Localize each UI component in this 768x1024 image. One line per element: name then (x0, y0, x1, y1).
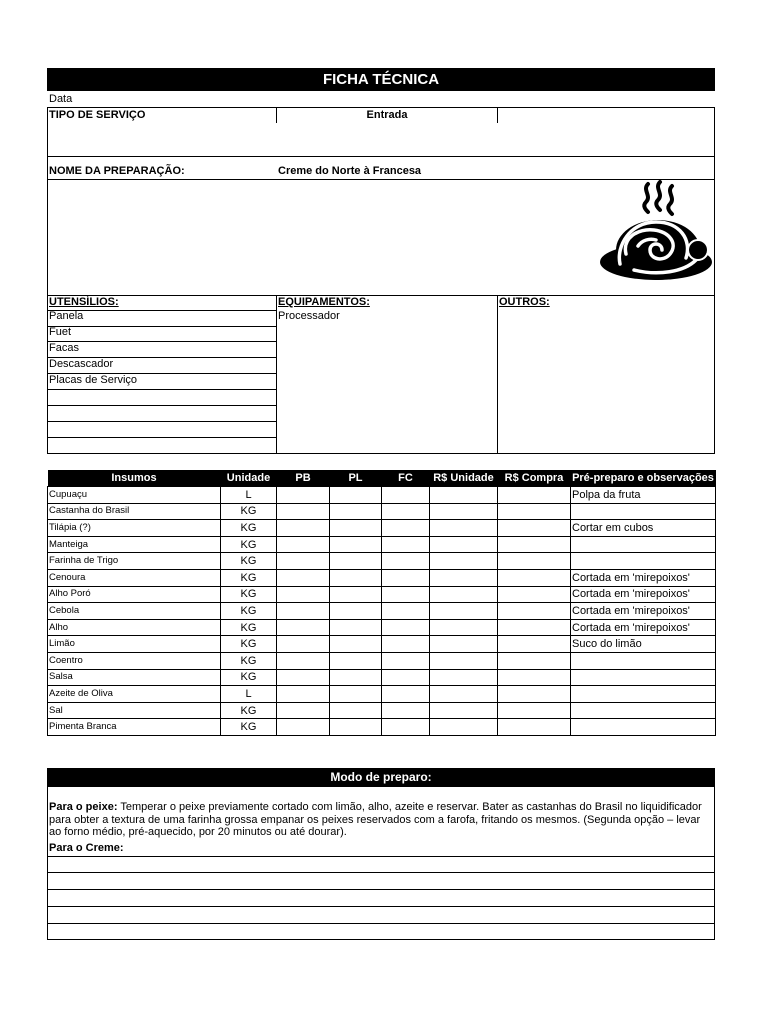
pb-cell (277, 619, 330, 636)
purchase-price-cell (498, 553, 571, 570)
purchase-price-cell (498, 686, 571, 703)
pl-cell (330, 520, 382, 537)
column-header: Insumos (48, 470, 221, 487)
method-title: Modo de preparo: (47, 768, 715, 786)
ingredient-name: Tilápia (?) (48, 520, 221, 537)
ingredient-observation (571, 669, 716, 686)
pl-cell (330, 619, 382, 636)
fc-cell (382, 487, 430, 504)
unit-price-cell (430, 636, 498, 653)
service-type-value: Entrada (366, 109, 408, 121)
column-header: FC (382, 470, 430, 487)
tools-section (47, 295, 715, 454)
unit-price-cell (430, 652, 498, 669)
ingredient-observation: Cortada em 'mirepoixos' (571, 569, 716, 586)
preparation-label: NOME DA PREPARAÇÃO: (49, 165, 185, 177)
unit-price-cell (430, 669, 498, 686)
divider (47, 906, 715, 907)
pb-cell (277, 636, 330, 653)
pb-cell (277, 536, 330, 553)
purchase-price-cell (498, 503, 571, 520)
fc-cell (382, 652, 430, 669)
table-row (48, 586, 716, 603)
table-row (48, 553, 716, 570)
purchase-price-cell (498, 702, 571, 719)
pb-cell (277, 520, 330, 537)
pl-cell (330, 652, 382, 669)
ingredient-unit: L (221, 487, 277, 504)
ingredient-name: Cenoura (48, 569, 221, 586)
column-header: R$ Unidade (430, 470, 498, 487)
column-header: R$ Compra (498, 470, 571, 487)
ingredient-unit: KG (221, 536, 277, 553)
table-row (48, 636, 716, 653)
purchase-price-cell (498, 669, 571, 686)
pl-cell (330, 702, 382, 719)
ingredient-name: Alho Poró (48, 586, 221, 603)
table-row (48, 652, 716, 669)
fc-cell (382, 702, 430, 719)
fc-cell (382, 686, 430, 703)
table-row (48, 569, 716, 586)
purchase-price-cell (498, 487, 571, 504)
unit-price-cell (430, 487, 498, 504)
purchase-price-cell (498, 569, 571, 586)
ingredient-observation (571, 686, 716, 703)
ingredient-name: Azeite de Oliva (48, 686, 221, 703)
pl-cell (330, 669, 382, 686)
date-label: Data (49, 93, 73, 105)
method-fish-paragraph (49, 801, 713, 839)
fc-cell (382, 636, 430, 653)
pb-cell (277, 669, 330, 686)
method-fish-text: Temperar o peixe previamente cortado com limão, alho, azeite e reservar. Bater as castanhas do Brasil no liquidificador para obter a textura de uma farinha grossa empanar os peixes reservados com a farofa, fritando os mesmos. (Segunda opção – levar ao forno médio, pré-aquecido, por 20 minutos ou até dourar). (49, 801, 702, 838)
fc-cell (382, 553, 430, 570)
utensil-item: Panela (49, 310, 84, 322)
equipment-item: Processador (278, 310, 340, 322)
utensil-item: Placas de Serviço (49, 374, 138, 386)
fc-cell (382, 569, 430, 586)
pb-cell (277, 603, 330, 620)
purchase-price-cell (498, 636, 571, 653)
ingredient-observation (571, 652, 716, 669)
unit-price-cell (430, 686, 498, 703)
unit-price-cell (430, 569, 498, 586)
divider (47, 389, 277, 390)
pl-cell (330, 586, 382, 603)
equipment-label: EQUIPAMENTOS: (278, 296, 370, 308)
divider (47, 341, 277, 342)
table-row (48, 603, 716, 620)
ingredient-unit: KG (221, 702, 277, 719)
pl-cell (330, 536, 382, 553)
hot-dish-icon (598, 180, 716, 284)
pl-cell (330, 603, 382, 620)
table-row (48, 686, 716, 703)
utensils-label: UTENSÍLIOS: (49, 296, 119, 308)
purchase-price-cell (498, 520, 571, 537)
ingredient-name: Salsa (48, 669, 221, 686)
column-header: PB (277, 470, 330, 487)
column-header: Unidade (221, 470, 277, 487)
ingredient-name: Sal (48, 702, 221, 719)
ingredient-observation (571, 503, 716, 520)
column-header: Pré-preparo e observações (571, 470, 716, 487)
divider (47, 856, 715, 857)
pb-cell (277, 652, 330, 669)
pl-cell (330, 553, 382, 570)
ingredient-unit: KG (221, 603, 277, 620)
ingredient-observation (571, 536, 716, 553)
ingredient-name: Manteiga (48, 536, 221, 553)
ingredient-observation: Cortar em cubos (571, 520, 716, 537)
table-row (48, 487, 716, 504)
purchase-price-cell (498, 719, 571, 736)
pb-cell (277, 503, 330, 520)
ingredient-unit: KG (221, 586, 277, 603)
ingredient-unit: KG (221, 669, 277, 686)
pb-cell (277, 569, 330, 586)
pb-cell (277, 553, 330, 570)
divider (47, 437, 277, 438)
ingredient-unit: KG (221, 503, 277, 520)
divider (47, 156, 715, 157)
utensil-item: Facas (49, 342, 79, 354)
purchase-price-cell (498, 652, 571, 669)
ingredient-unit: KG (221, 619, 277, 636)
table-header (48, 470, 716, 487)
service-type-label: TIPO DE SERVIÇO (49, 109, 146, 121)
pl-cell (330, 636, 382, 653)
divider (47, 923, 715, 924)
utensil-item: Descascador (49, 358, 114, 370)
table-row (48, 520, 716, 537)
utensil-item: Fuet (49, 326, 72, 338)
ingredient-name: Pimenta Branca (48, 719, 221, 736)
divider (497, 295, 498, 454)
fc-cell (382, 619, 430, 636)
fc-cell (382, 536, 430, 553)
pb-cell (277, 586, 330, 603)
ingredient-observation: Cortada em 'mirepoixos' (571, 586, 716, 603)
divider (47, 421, 277, 422)
table-row (48, 669, 716, 686)
divider (47, 326, 277, 327)
pl-cell (330, 719, 382, 736)
table-row (48, 719, 716, 736)
ingredient-observation (571, 719, 716, 736)
ingredient-unit: KG (221, 520, 277, 537)
pb-cell (277, 686, 330, 703)
pl-cell (330, 503, 382, 520)
purchase-price-cell (498, 603, 571, 620)
others-label: OUTROS: (499, 296, 550, 308)
purchase-price-cell (498, 586, 571, 603)
fc-cell (382, 603, 430, 620)
unit-price-cell (430, 553, 498, 570)
ingredients-table (47, 470, 716, 736)
purchase-price-cell (498, 536, 571, 553)
table-row (48, 536, 716, 553)
unit-price-cell (430, 503, 498, 520)
divider (47, 889, 715, 890)
ingredient-unit: KG (221, 636, 277, 653)
unit-price-cell (430, 719, 498, 736)
pb-cell (277, 487, 330, 504)
ingredient-name: Farinha de Trigo (48, 553, 221, 570)
fc-cell (382, 669, 430, 686)
table-row (48, 503, 716, 520)
ingredient-name: Coentro (48, 652, 221, 669)
ingredient-unit: KG (221, 652, 277, 669)
ingredient-name: Cebola (48, 603, 221, 620)
ingredient-name: Alho (48, 619, 221, 636)
pl-cell (330, 686, 382, 703)
ingredient-observation (571, 702, 716, 719)
fc-cell (382, 520, 430, 537)
ingredient-name: Castanha do Brasil (48, 503, 221, 520)
ingredient-observation: Cortada em 'mirepoixos' (571, 619, 716, 636)
page-title: FICHA TÉCNICA (47, 68, 715, 91)
ingredient-observation (571, 553, 716, 570)
ingredient-observation: Cortada em 'mirepoixos' (571, 603, 716, 620)
unit-price-cell (430, 702, 498, 719)
pb-cell (277, 719, 330, 736)
fc-cell (382, 719, 430, 736)
divider (276, 295, 277, 454)
ingredient-observation: Polpa da fruta (571, 487, 716, 504)
unit-price-cell (430, 603, 498, 620)
ingredient-observation: Suco do limão (571, 636, 716, 653)
column-header: PL (330, 470, 382, 487)
method-cream-label: Para o Creme: (49, 842, 124, 854)
table-row (48, 702, 716, 719)
table-row (48, 619, 716, 636)
purchase-price-cell (498, 619, 571, 636)
unit-price-cell (430, 536, 498, 553)
pl-cell (330, 487, 382, 504)
divider (47, 872, 715, 873)
unit-price-cell (430, 586, 498, 603)
ingredient-unit: L (221, 686, 277, 703)
ingredient-name: Limão (48, 636, 221, 653)
ingredient-unit: KG (221, 553, 277, 570)
pb-cell (277, 702, 330, 719)
ingredient-name: Cupuaçu (48, 487, 221, 504)
fc-cell (382, 503, 430, 520)
unit-price-cell (430, 520, 498, 537)
divider (47, 405, 277, 406)
unit-price-cell (430, 619, 498, 636)
pl-cell (330, 569, 382, 586)
ingredient-unit: KG (221, 719, 277, 736)
ingredient-unit: KG (221, 569, 277, 586)
method-fish-label: Para o peixe: (49, 801, 118, 813)
fc-cell (382, 586, 430, 603)
preparation-value: Creme do Norte à Francesa (278, 165, 422, 177)
